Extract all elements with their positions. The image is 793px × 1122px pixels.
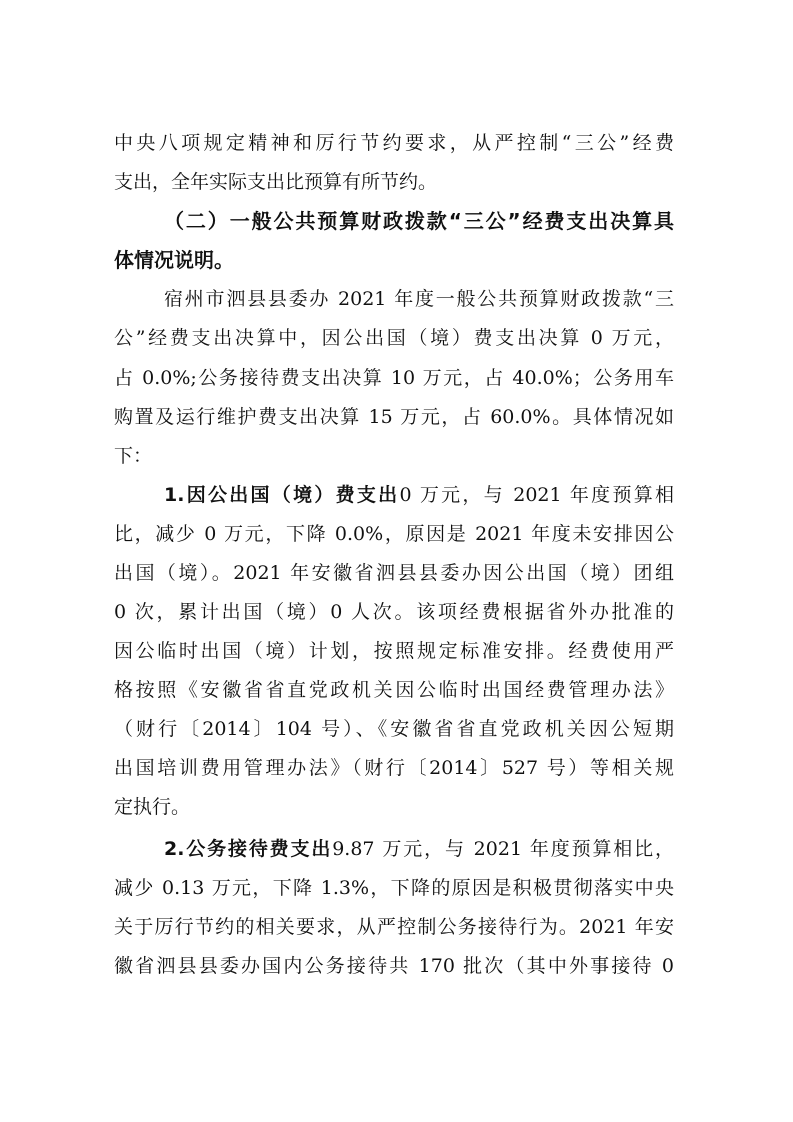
paragraph-2-line-1: 宿州市泗县县委办 2021 年度一般公共预算财政拨款“三	[164, 288, 674, 310]
item-1-line-6: 格按照《安徽省省直党政机关因公临时出国经费管理办法》	[114, 679, 674, 701]
item-1-title: 1.因公出国（境）费支出	[164, 484, 400, 506]
item-2-line-2: 减少 0.13 万元，下降 1.3%，下降的原因是积极贯彻落实中央	[114, 877, 674, 899]
item-2-line-1-text: 9.87 万元，与 2021 年度预算相比，	[332, 838, 674, 860]
section-heading-line-2: 体情况说明。	[114, 248, 234, 272]
item-2-title: 2.公务接待费支出	[164, 838, 333, 860]
item-1-line-5: 因公临时出国（境）计划，按照规定标准安排。经费使用严	[114, 640, 674, 662]
item-1-line-3: 出国（境）。2021 年安徽省泗县县委办因公出国（境）团组	[114, 562, 674, 584]
paragraph-2-line-5: 下：	[114, 445, 153, 467]
item-2-line-3: 关于厉行节约的相关要求，从严控制公务接待行为。2021 年安	[114, 916, 674, 938]
item-1-line-7: （财行〔2014〕104 号）、《安徽省省直党政机关因公短期	[114, 718, 674, 740]
item-1-line-9: 定执行。	[114, 796, 191, 818]
item-1-line-2: 比，减少 0 万元，下降 0.0%，原因是 2021 年度未安排因公	[114, 523, 674, 545]
item-1-line-4: 0 次，累计出国（境）0 人次。该项经费根据省外办批准的	[114, 601, 674, 623]
item-2-line-1	[164, 837, 674, 863]
paragraph-2-line-2: 公”经费支出决算中，因公出国（境）费支出决算 0 万元，	[114, 327, 674, 349]
paragraph-1-line-1: 中央八项规定精神和厉行节约要求，从严控制“三公”经费	[114, 132, 674, 154]
paragraph-2-line-4: 购置及运行维护费支出决算 15 万元，占 60.0%。具体情况如	[114, 406, 674, 428]
section-heading-line-1: （二）一般公共预算财政拨款“三公”经费支出决算具	[164, 209, 674, 233]
item-1-line-1-text: 0 万元，与 2021 年度预算相	[399, 484, 674, 506]
paragraph-1-line-2: 支出，全年实际支出比预算有所节约。	[114, 171, 438, 193]
item-2-line-4: 徽省泗县县委办国内公务接待共 170 批次（其中外事接待 0	[114, 955, 674, 977]
item-1-line-1	[164, 483, 674, 509]
paragraph-2-line-3: 占 0.0%;公务接待费支出决算 10 万元，占 40.0%；公务用车	[114, 367, 674, 389]
item-1-line-8: 出国培训费用管理办法》（财行〔2014〕527 号）等相关规	[114, 757, 674, 779]
